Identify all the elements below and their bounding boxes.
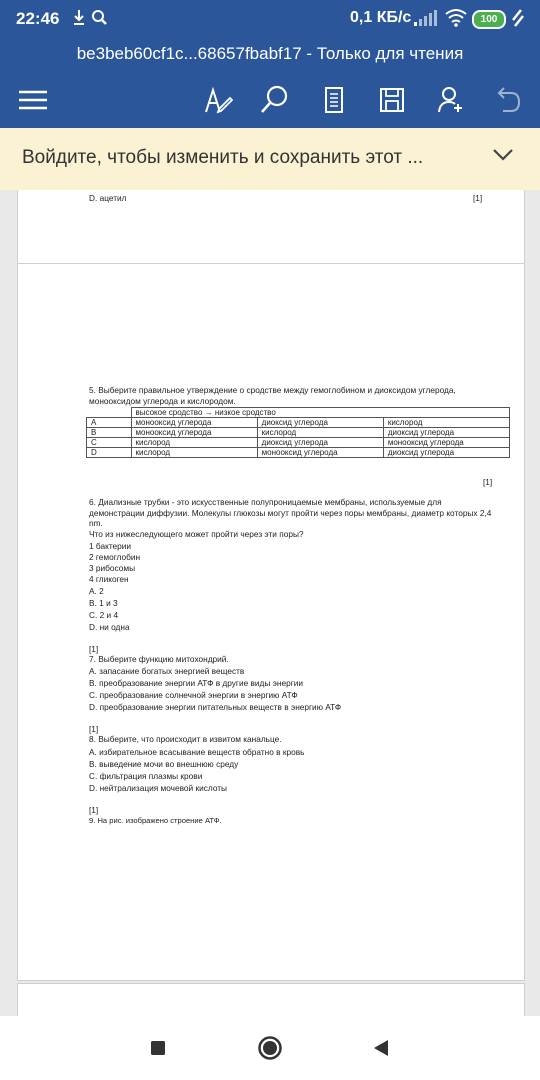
q6-item: 3 рибосомы — [89, 563, 136, 573]
q8-question: 8. Выберите, что происходит в извитом канальце. — [89, 734, 282, 744]
charging-icon — [510, 8, 526, 33]
q5-cell: монооксид углерода — [131, 428, 257, 438]
toolbar — [0, 72, 540, 128]
back-button[interactable] — [372, 1038, 390, 1063]
q5-cell: кислород — [257, 428, 383, 438]
search-icon[interactable] — [258, 84, 290, 116]
q6-item: 4 гликоген — [89, 574, 129, 584]
q6-option: D. ни одна — [89, 622, 130, 632]
network-speed: 0,1 КБ/с — [350, 9, 412, 26]
q5-cell: диоксид углерода — [383, 448, 509, 458]
prev-answer: D. ацетил — [89, 193, 127, 203]
table-row — [87, 438, 510, 448]
save-icon[interactable] — [376, 84, 408, 116]
prev-mark: [1] — [473, 193, 483, 203]
signin-banner[interactable] — [0, 128, 540, 190]
q7-option: C. преобразование солнечной энергии в энергию АТФ — [89, 690, 298, 700]
table-row — [87, 408, 510, 418]
recents-button[interactable] — [150, 1040, 166, 1061]
draw-icon[interactable] — [202, 84, 234, 116]
status-bar — [0, 0, 540, 38]
q5-cell: кислород — [383, 418, 509, 428]
reading-view-icon[interactable] — [318, 84, 350, 116]
q7-question: 7. Выберите функцию митохондрий. — [89, 654, 229, 664]
q5-table — [86, 407, 510, 458]
share-user-icon[interactable] — [435, 84, 467, 116]
q9-question: 9. На рис. изображено строение АТФ. — [89, 816, 222, 825]
document-page — [17, 983, 525, 1016]
q7-mark: [1] — [89, 644, 99, 654]
q7-option: A. запасание богатых энергией веществ — [89, 666, 245, 676]
menu-icon[interactable] — [18, 84, 48, 116]
table-row — [87, 448, 510, 458]
q5-row-label: A — [87, 418, 132, 428]
battery-indicator: 100 — [472, 10, 506, 29]
q6-option: B. 1 и 3 — [89, 598, 118, 608]
q5-row-label: D — [87, 448, 132, 458]
q5-mark: [1] — [483, 477, 493, 487]
document-page — [17, 263, 525, 981]
q5-cell: диоксид углерода — [257, 438, 383, 448]
q6-ask: Что из нижеследующего может пройти через эти поры? — [89, 529, 304, 539]
q5-row-label: B — [87, 428, 132, 438]
home-button[interactable] — [257, 1035, 283, 1066]
table-row — [87, 418, 510, 428]
undo-icon[interactable] — [492, 84, 524, 116]
q5-cell: диоксид углерода — [257, 418, 383, 428]
q8-option: C. фильтрация плазмы крови — [89, 771, 203, 781]
q5-cell: монооксид углерода — [257, 448, 383, 458]
q7-option: B. преобразование энергии АТФ в другие виды энергии — [89, 678, 303, 688]
signal-icon — [414, 10, 437, 26]
q5-cell: монооксид углерода — [383, 438, 509, 448]
q6-option: C. 2 и 4 — [89, 610, 119, 620]
document-title: be3beb60cf1c...68657fbabf17 - Только для чтения — [0, 38, 540, 72]
status-time: 22:46 — [16, 9, 60, 28]
signin-banner-text: Войдите, чтобы изменить и сохранить этот ... — [22, 147, 424, 168]
q8-mark: [1] — [89, 724, 99, 734]
q8-option: D. нейтрализация мочевой кислоты — [89, 783, 228, 793]
navigation-bar — [0, 1016, 540, 1080]
table-row — [87, 428, 510, 438]
q5-cell: монооксид углерода — [131, 418, 257, 428]
q7-option: D. преобразование энергии питательных веществ в энергию АТФ — [89, 702, 342, 712]
q5-cell: кислород — [131, 448, 257, 458]
q6-item: 2 гемоглобин — [89, 552, 141, 562]
q8-option: A. избирательное всасывание веществ обратно в кровь — [89, 747, 305, 757]
q8-option: B. выведение мочи во внешнюю среду — [89, 759, 239, 769]
q5-question: 5. Выберите правильное утверждение о сродстве между гемоглобином и диоксидом углерода, монооксидом углерода и кислородом. — [89, 385, 456, 406]
q6-option: A. 2 — [89, 586, 104, 596]
document-viewer[interactable] — [0, 190, 540, 1016]
q9-mark: [1] — [89, 805, 99, 815]
chevron-down-icon[interactable] — [492, 148, 514, 167]
q6-question: 6. Диализные трубки - это искусственные полупроницаемые мембраны, используемые для демонстрации диффузии. Молекулы глюкозы могут пройти через поры мембраны, диаметр которых 2,4 nm. — [89, 497, 492, 529]
download-icon — [72, 8, 112, 33]
q5-cell: кислород — [131, 438, 257, 448]
q6-item: 1 бактерии — [89, 541, 132, 551]
q5-row-label: C — [87, 438, 132, 448]
q5-cell: диоксид углерода — [383, 428, 509, 438]
q5-header: высокое сродство → низкое сродство — [131, 408, 510, 418]
wifi-icon — [444, 7, 468, 32]
